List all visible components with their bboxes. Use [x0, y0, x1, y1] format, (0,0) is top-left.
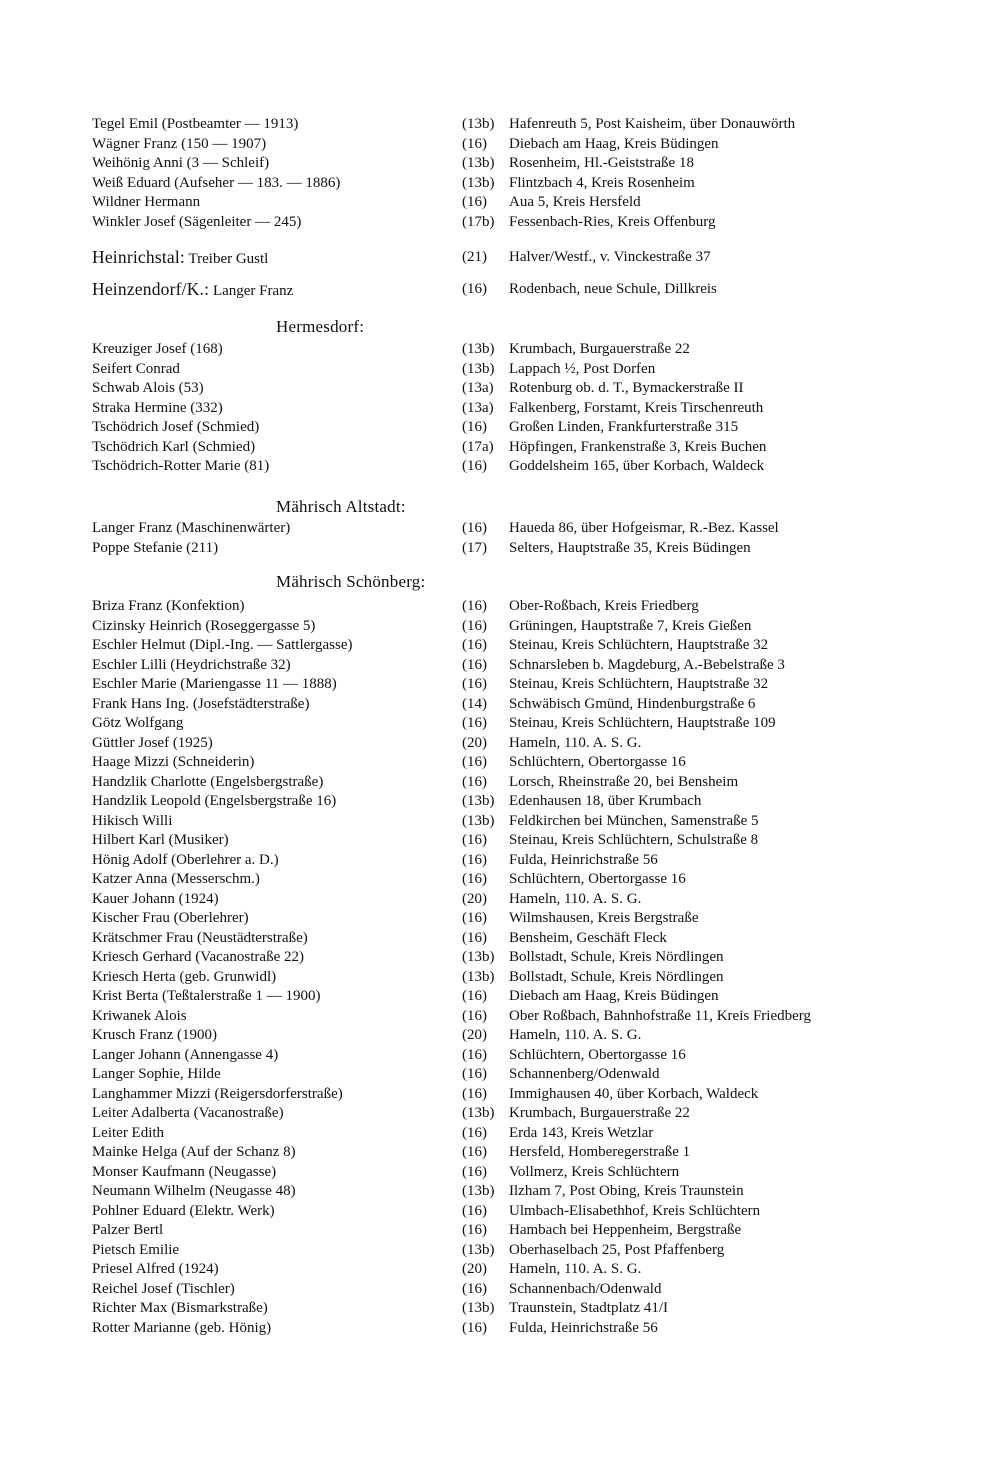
person-name: Kreuziger Josef (168)	[92, 341, 223, 357]
address: Aua 5, Kreis Hersfeld	[509, 194, 641, 210]
postal-zone: (20)	[462, 1261, 487, 1277]
postal-zone: (16)	[462, 832, 487, 848]
person-name: Leiter Adalberta (Vacanostraße)	[92, 1105, 284, 1121]
person-name: Treiber Gustl	[188, 251, 269, 267]
entry-row	[0, 519, 1000, 539]
person-name: Handzlik Leopold (Engelsbergstraße 16)	[92, 793, 337, 809]
address: Selters, Hauptstraße 35, Kreis Büdingen	[509, 539, 751, 556]
address: Höpfingen, Frankenstraße 3, Kreis Buchen	[509, 438, 767, 455]
entry-row	[0, 968, 1000, 988]
person-name: Weiß Eduard (Aufseher — 183. — 1886)	[92, 174, 341, 191]
postal-zone: (13b)	[462, 968, 495, 985]
person-name: Hönig Adolf (Oberlehrer a. D.)	[92, 851, 279, 868]
entry-row	[0, 851, 1000, 871]
person-name: Briza Franz (Konfektion)	[92, 598, 245, 614]
entry-row	[0, 1007, 1000, 1027]
person-name: Eschler Lilli (Heydrichstraße 32)	[92, 656, 291, 673]
postal-zone: (20)	[462, 1027, 487, 1043]
postal-zone: (20)	[462, 890, 487, 907]
location-label: Heinzendorf/K.:	[92, 279, 210, 299]
altstadt-entries	[0, 519, 1000, 558]
postal-zone: (16)	[462, 1222, 487, 1238]
address: Schlüchtern, Obertorgasse 16	[509, 1046, 686, 1063]
person-name: Tschödrich Karl (Schmied)	[92, 438, 256, 455]
address: Wilmshausen, Kreis Bergstraße	[509, 910, 699, 926]
postal-zone: (13b)	[462, 1105, 495, 1121]
entry-row	[0, 695, 1000, 715]
postal-zone: (16)	[462, 910, 487, 926]
entries-group-top	[0, 115, 1000, 232]
entry-row	[0, 1241, 1000, 1261]
postal-zone: (13b)	[462, 155, 495, 171]
address: Hambach bei Heppenheim, Bergstraße	[509, 1222, 742, 1238]
postal-zone: (13a)	[462, 380, 494, 396]
person-name: Kriesch Gerhard (Vacanostraße 22)	[92, 949, 304, 965]
entry-row	[0, 340, 1000, 360]
entry-row	[0, 1280, 1000, 1300]
address: Falkenberg, Forstamt, Kreis Tirschenreuth	[509, 399, 764, 416]
postal-zone: (16)	[462, 871, 487, 887]
postal-zone: (16)	[462, 1280, 487, 1297]
heinrichstal-section	[0, 246, 1000, 268]
postal-zone: (13b)	[462, 793, 495, 809]
postal-zone: (16)	[462, 851, 487, 868]
address: Steinau, Kreis Schlüchtern, Schulstraße 8	[509, 832, 759, 848]
entry-row	[0, 1143, 1000, 1163]
entry-row	[0, 1124, 1000, 1144]
section-heading-hermesdorf: Hermesdorf:	[276, 317, 365, 336]
postal-zone: (16)	[462, 715, 487, 731]
entry-row	[0, 656, 1000, 676]
person-name: Seifert Conrad	[92, 360, 180, 377]
entry-row	[0, 929, 1000, 949]
postal-zone: (16)	[462, 988, 487, 1004]
person-name: Neumann Wilhelm (Neugasse 48)	[92, 1183, 296, 1199]
address: Traunstein, Stadtplatz 41/I	[509, 1300, 669, 1316]
person-name: Götz Wolfgang	[92, 715, 184, 731]
postal-zone: (13b)	[462, 949, 495, 965]
person-name: Winkler Josef (Sägenleiter — 245)	[92, 213, 302, 230]
postal-zone: (21)	[462, 249, 487, 265]
address: Lorsch, Rheinstraße 20, bei Bensheim	[509, 773, 739, 790]
address: Vollmerz, Kreis Schlüchtern	[509, 1163, 680, 1180]
address: Oberhaselbach 25, Post Pfaffenberg	[509, 1241, 725, 1258]
entry-row	[0, 1085, 1000, 1105]
section-heading-schoenberg: Mährisch Schönberg:	[276, 572, 426, 591]
address: Immighausen 40, über Korbach, Waldeck	[509, 1085, 759, 1102]
postal-zone: (16)	[462, 1085, 487, 1102]
person-name: Monser Kaufmann (Neugasse)	[92, 1163, 277, 1180]
person-name: Pohlner Eduard (Elektr. Werk)	[92, 1202, 275, 1219]
address: Bollstadt, Schule, Kreis Nördlingen	[509, 949, 724, 965]
postal-zone: (13b)	[462, 116, 495, 132]
address: Rosenheim, Hl.-Geiststraße 18	[509, 155, 694, 171]
person-name: Langhammer Mizzi (Reigersdorferstraße)	[92, 1085, 343, 1102]
entry-row	[0, 457, 1000, 477]
entry-row	[0, 890, 1000, 910]
postal-zone: (16)	[462, 194, 487, 210]
entry-row	[0, 1046, 1000, 1066]
person-name: Kauer Johann (1924)	[92, 890, 219, 907]
person-name: Eschler Helmut (Dipl.-Ing. — Sattlergasse)	[92, 637, 353, 653]
entry-row	[0, 987, 1000, 1007]
address: Bensheim, Geschäft Fleck	[509, 929, 667, 946]
person-name: Palzer Bertl	[92, 1222, 164, 1238]
entry-row	[0, 213, 1000, 233]
postal-zone: (16)	[462, 754, 487, 770]
person-name: Tschödrich Josef (Schmied)	[92, 419, 260, 435]
entry-row	[0, 360, 1000, 380]
address: Steinau, Kreis Schlüchtern, Hauptstraße 32	[509, 676, 769, 692]
address: Schannenbach/Odenwald	[509, 1280, 662, 1297]
entry-row	[0, 1182, 1000, 1202]
entry-row	[0, 636, 1000, 656]
entry-row	[0, 812, 1000, 832]
person-name: Richter Max (Bismarkstraße)	[92, 1300, 268, 1316]
postal-zone: (16)	[462, 419, 487, 435]
postal-zone: (16)	[462, 598, 487, 614]
postal-zone: (13b)	[462, 174, 495, 191]
postal-zone: (17)	[462, 539, 487, 556]
entry-row	[0, 1221, 1000, 1241]
address: Ober-Roßbach, Kreis Friedberg	[509, 598, 699, 614]
postal-zone: (13a)	[462, 399, 494, 416]
entry-row	[0, 597, 1000, 617]
postal-zone: (16)	[462, 773, 487, 790]
address: Schannenberg/Odenwald	[509, 1066, 660, 1082]
entry-row	[0, 193, 1000, 213]
entry-row	[0, 438, 1000, 458]
entry-row	[0, 1104, 1000, 1124]
entry-row	[0, 174, 1000, 194]
postal-zone: (16)	[462, 656, 487, 673]
location-label: Heinrichstal:	[92, 247, 185, 267]
person-name: Güttler Josef (1925)	[92, 734, 213, 751]
address: Krumbach, Burgauerstraße 22	[509, 341, 690, 357]
postal-zone: (17b)	[462, 213, 495, 230]
entry-row	[0, 379, 1000, 399]
postal-zone: (16)	[462, 135, 487, 152]
postal-zone: (20)	[462, 734, 487, 751]
person-name: Leiter Edith	[92, 1124, 165, 1141]
person-name: Langer Franz	[212, 283, 294, 299]
address: Hafenreuth 5, Post Kaisheim, über Donauwörth	[509, 116, 796, 132]
postal-zone: (16)	[462, 1144, 487, 1160]
postal-zone: (16)	[462, 617, 487, 634]
postal-zone: (16)	[462, 458, 487, 474]
entry-row	[0, 1065, 1000, 1085]
entry-row	[0, 1260, 1000, 1280]
person-name: Reichel Josef (Tischler)	[92, 1280, 235, 1297]
address: Krumbach, Burgauerstraße 22	[509, 1105, 690, 1121]
person-name: Katzer Anna (Messerschm.)	[92, 871, 260, 887]
postal-zone: (13b)	[462, 360, 495, 377]
address: Hameln, 110. A. S. G.	[509, 1027, 642, 1043]
person-name: Poppe Stefanie (211)	[92, 539, 219, 556]
entry-row	[0, 773, 1000, 793]
person-name: Handzlik Charlotte (Engelsbergstraße)	[92, 773, 324, 790]
hermesdorf-entries	[0, 340, 1000, 477]
address: Schwäbisch Gmünd, Hindenburgstraße 6	[509, 695, 756, 712]
address: Ulmbach-Elisabethhof, Kreis Schlüchtern	[509, 1202, 761, 1219]
person-name: Kriwanek Alois	[92, 1007, 187, 1024]
address: Ilzham 7, Post Obing, Kreis Traunstein	[509, 1183, 744, 1199]
address: Grüningen, Hauptstraße 7, Kreis Gießen	[509, 617, 752, 634]
entry-row	[0, 418, 1000, 438]
postal-zone: (16)	[462, 520, 487, 536]
postal-zone: (16)	[462, 1007, 487, 1024]
person-name: Cizinsky Heinrich (Roseggergasse 5)	[92, 617, 316, 634]
postal-zone: (16)	[462, 1066, 487, 1082]
entry-row	[0, 792, 1000, 812]
entry-row	[0, 1202, 1000, 1222]
heinzendorf-entry	[0, 278, 1000, 300]
address: Haueda 86, über Hofgeismar, R.-Bez. Kassel	[509, 520, 779, 536]
address: Schnarsleben b. Magdeburg, A.-Bebelstraße 3	[509, 656, 785, 673]
postal-zone: (13b)	[462, 341, 495, 357]
entry-row	[0, 831, 1000, 851]
person-name: Tschödrich-Rotter Marie (81)	[92, 458, 270, 474]
address: Rodenbach, neue Schule, Dillkreis	[509, 281, 717, 297]
address: Fulda, Heinrichstraße 56	[509, 1319, 658, 1336]
postal-zone: (16)	[462, 929, 487, 946]
entry-row	[0, 909, 1000, 929]
person-name: Hilbert Karl (Musiker)	[92, 832, 229, 848]
address: Hameln, 110. A. S. G.	[509, 1261, 642, 1277]
address: Fulda, Heinrichstraße 56	[509, 851, 658, 868]
address: Goddelsheim 165, über Korbach, Waldeck	[509, 458, 765, 474]
address: Bollstadt, Schule, Kreis Nördlingen	[509, 968, 724, 985]
person-name: Frank Hans Ing. (Josefstädterstraße)	[92, 695, 310, 712]
entry-row	[0, 539, 1000, 559]
entry-row	[0, 115, 1000, 135]
entry-row	[0, 399, 1000, 419]
entry-row	[0, 714, 1000, 734]
entry-row	[0, 675, 1000, 695]
person-name: Tegel Emil (Postbeamter — 1913)	[92, 116, 299, 132]
address: Steinau, Kreis Schlüchtern, Hauptstraße 109	[509, 715, 776, 731]
entry-row	[0, 135, 1000, 155]
postal-zone: (16)	[462, 1319, 487, 1336]
postal-zone: (16)	[462, 637, 487, 653]
address: Erda 143, Kreis Wetzlar	[509, 1124, 654, 1141]
person-name: Weihönig Anni (3 — Schleif)	[92, 155, 270, 171]
postal-zone: (16)	[462, 1202, 487, 1219]
postal-zone: (16)	[462, 676, 487, 692]
address: Rotenburg ob. d. T., Bymackerstraße II	[509, 380, 744, 396]
entry-row	[0, 1319, 1000, 1339]
entry-row	[0, 1163, 1000, 1183]
entry-row	[0, 617, 1000, 637]
person-name: Wildner Hermann	[92, 194, 201, 210]
person-name: Haage Mizzi (Schneiderin)	[92, 754, 255, 770]
postal-zone: (13b)	[462, 1183, 495, 1199]
person-name: Wägner Franz (150 — 1907)	[92, 135, 267, 152]
entry-row	[0, 1026, 1000, 1046]
person-name: Langer Franz (Maschinenwärter)	[92, 520, 291, 536]
person-name: Mainke Helga (Auf der Schanz 8)	[92, 1144, 296, 1160]
person-name: Langer Sophie, Hilde	[92, 1066, 221, 1082]
person-name: Krist Berta (Teßtalerstraße 1 — 1900)	[92, 988, 321, 1004]
postal-zone: (13b)	[462, 812, 495, 829]
address: Halver/Westf., v. Vinckestraße 37	[509, 249, 711, 265]
person-name: Langer Johann (Annengasse 4)	[92, 1046, 279, 1063]
postal-zone: (17a)	[462, 438, 494, 455]
heinzendorf-section	[0, 278, 1000, 300]
section-heading-altstadt: Mährisch Altstadt:	[276, 497, 406, 516]
postal-zone: (13b)	[462, 1241, 495, 1258]
postal-zone: (16)	[462, 1046, 487, 1063]
address: Hersfeld, Homberegerstraße 1	[509, 1144, 691, 1160]
person-name: Krusch Franz (1900)	[92, 1027, 217, 1043]
address: Ober Roßbach, Bahnhofstraße 11, Kreis Friedberg	[509, 1007, 812, 1024]
postal-zone: (13b)	[462, 1300, 495, 1316]
address: Diebach am Haag, Kreis Büdingen	[509, 988, 719, 1004]
person-name: Krätschmer Frau (Neustädterstraße)	[92, 929, 308, 946]
entry-row	[0, 753, 1000, 773]
schoenberg-entries	[0, 597, 1000, 1338]
address: Steinau, Kreis Schlüchtern, Hauptstraße 32	[509, 637, 769, 653]
postal-zone: (16)	[462, 1163, 487, 1180]
entry-row	[0, 154, 1000, 174]
person-name: Kriesch Herta (geb. Grunwidl)	[92, 968, 277, 985]
address: Lappach ½, Post Dorfen	[509, 360, 656, 377]
address: Hameln, 110. A. S. G.	[509, 890, 642, 907]
address: Diebach am Haag, Kreis Büdingen	[509, 135, 719, 152]
address: Edenhausen 18, über Krumbach	[509, 793, 702, 809]
postal-zone: (14)	[462, 695, 487, 712]
address: Schlüchtern, Obertorgasse 16	[509, 754, 686, 770]
person-name: Straka Hermine (332)	[92, 399, 223, 416]
person-name: Pietsch Emilie	[92, 1241, 180, 1258]
person-name: Rotter Marianne (geb. Hönig)	[92, 1319, 272, 1336]
heinrichstal-entry	[0, 246, 1000, 268]
address: Flintzbach 4, Kreis Rosenheim	[509, 174, 695, 191]
person-name: Priesel Alfred (1924)	[92, 1261, 219, 1277]
entry-row	[0, 948, 1000, 968]
address: Schlüchtern, Obertorgasse 16	[509, 871, 686, 887]
address: Hameln, 110. A. S. G.	[509, 734, 642, 751]
address: Fessenbach-Ries, Kreis Offenburg	[509, 213, 716, 230]
person-name: Kischer Frau (Oberlehrer)	[92, 910, 249, 926]
address: Feldkirchen bei München, Samenstraße 5	[509, 812, 759, 829]
address: Großen Linden, Frankfurterstraße 315	[509, 419, 739, 435]
person-name: Hikisch Willi	[92, 812, 173, 829]
entry-row	[0, 734, 1000, 754]
person-name: Schwab Alois (53)	[92, 380, 204, 396]
entry-row	[0, 1299, 1000, 1319]
postal-zone: (16)	[462, 1124, 487, 1141]
entry-row	[0, 870, 1000, 890]
postal-zone: (16)	[462, 281, 487, 297]
person-name: Eschler Marie (Mariengasse 11 — 1888)	[92, 676, 337, 692]
